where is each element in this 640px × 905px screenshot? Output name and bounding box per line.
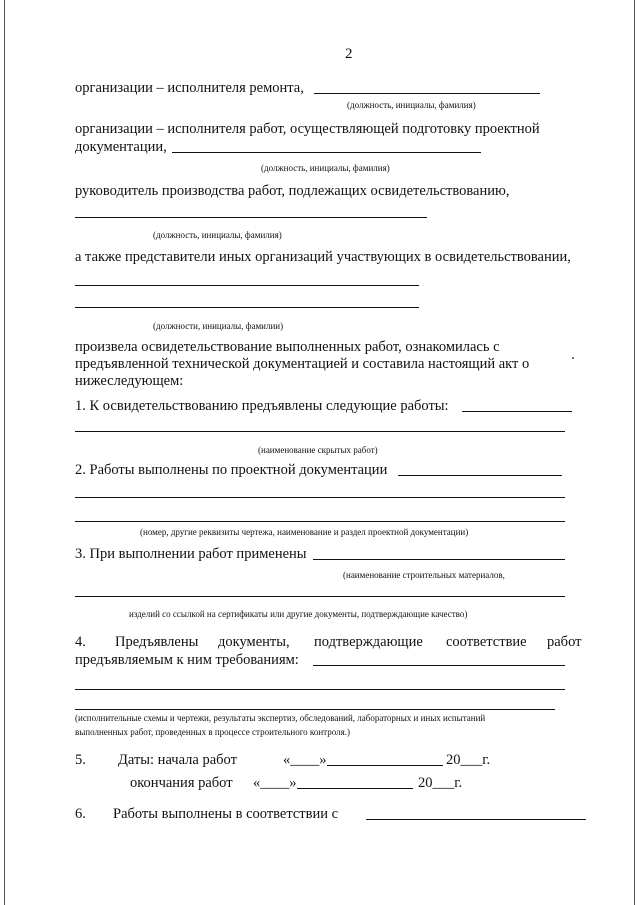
caption: (должности, инициалы, фамилии) [153,321,284,331]
text-line: произвела освидетельствование выполненных работ, ознакомилась с [75,339,500,355]
text-line: предъявляемым к ним требованиям: [75,652,299,668]
start-day-field[interactable]: «____» [283,752,327,768]
fill-line [75,709,555,710]
fill-line [75,217,427,218]
page-number: 2 [345,46,353,62]
section-4-num: 4. [75,634,86,650]
fill-line [75,431,565,432]
text-line: нижеследующем: [75,373,184,389]
section-4-word: соответствие [446,634,527,650]
start-year-field[interactable]: 20___г. [446,752,491,768]
fill-line [313,559,565,560]
caption: (исполнительные схемы и чертежи, результаты экспертиз, обследований, лабораторных и иных испытаний [75,713,486,723]
section-5-num: 5. [75,752,86,768]
fill-line[interactable] [366,819,586,820]
caption: (наименование скрытых работ) [258,445,378,455]
fill-line [75,285,419,286]
section-4-word: подтверждающие [314,634,423,650]
fill-line [314,93,540,94]
end-date-label: окончания работ [130,775,233,791]
section-4-word: работ [547,634,582,650]
caption: (должность, инициалы, фамилия) [347,100,476,110]
start-date-label: Даты: начала работ [118,752,237,768]
section-6-num: 6. [75,806,86,822]
section-1: 1. К освидетельствованию предъявлены следующие работы: [75,398,449,414]
text-line: документации, [75,139,167,155]
caption: выполненных работ, проведенных в процессе строительного контроля.) [75,727,350,737]
text-line: предъявленной технической документацией и составила настоящий акт о [75,356,530,372]
caption: изделий со ссылкой на сертификаты или другие документы, подтверждающие качество) [129,609,468,619]
fill-line [172,152,481,153]
text-line: организации – исполнителя работ, осуществляющей подготовку проектной [75,121,540,137]
start-month-field[interactable] [327,765,443,766]
page-left-edge [4,0,5,905]
section-3: 3. При выполнении работ применены [75,546,307,562]
end-month-field[interactable] [297,788,413,789]
text-line: организации – исполнителя ремонта, [75,80,304,96]
caption: (должность, инициалы, фамилия) [153,230,282,240]
fill-line [75,521,565,522]
section-2: 2. Работы выполнены по проектной документации [75,462,388,478]
fill-line [75,596,565,597]
caption: (наименование строительных материалов, [343,570,505,580]
section-4-word: Предъявлены [115,634,199,650]
fill-line [398,475,562,476]
fill-line [462,411,572,412]
end-year-field[interactable]: 20___г. [418,775,463,791]
fill-line [75,497,565,498]
section-6-label: Работы выполнены в соответствии с [113,806,339,822]
caption: (должность, инициалы, фамилия) [261,163,390,173]
text-line: а также представители иных организаций участвующих в освидетельствовании, [75,249,571,265]
fill-line [313,665,565,666]
scan-dot [572,357,574,359]
fill-line [75,689,565,690]
end-day-field[interactable]: «____» [253,775,297,791]
page-right-edge [634,0,635,905]
fill-line [75,307,419,308]
caption: (номер, другие реквизиты чертежа, наименование и раздел проектной документации) [140,527,469,537]
text-line: руководитель производства работ, подлежащих освидетельствованию, [75,183,510,199]
section-4-word: документы, [218,634,290,650]
